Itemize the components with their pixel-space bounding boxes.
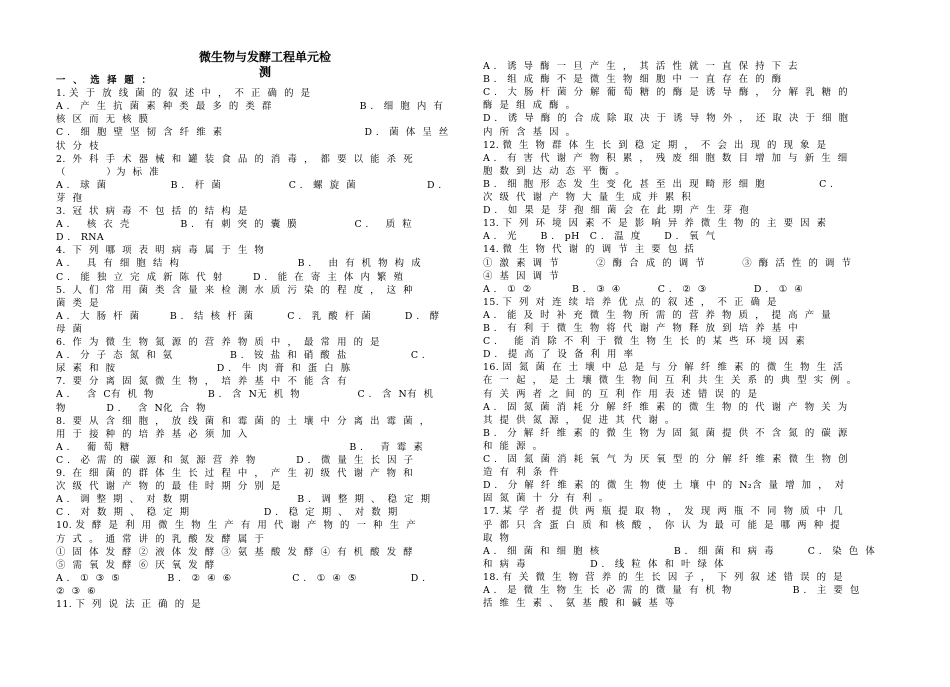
text-line: 1. 关 于 放 线 菌 的 叙 述 中 ， 不 正 确 的 是 — [56, 88, 311, 100]
text-line: A . 核 衣 壳 B . 有 刺 突 的 囊 膜 C . 质 粒 — [56, 219, 413, 231]
text-line: ④ 基 因 调 节 — [483, 270, 559, 282]
text-line: B . 细 胞 形 态 发 生 变 化 甚 至 出 现 畸 形 细 胞 C . — [483, 178, 834, 190]
text-line: 芽 孢 — [56, 192, 83, 204]
text-line: 7. 要 分 离 固 氮 微 生 物 ， 培 养 基 中 不 能 含 有 — [56, 376, 347, 388]
text-line: 酶 是 组 成 酶 。 — [483, 100, 576, 112]
text-line: C . 对 数 期 、 稳 定 期 D . 稳 定 期 、 对 数 期 — [56, 507, 398, 519]
text-line: A . 调 整 期 、 对 数 期 B . 调 整 期 、 稳 定 期 — [56, 494, 431, 506]
text-line: 14. 微 生 物 代 谢 的 调 节 主 要 包 括 — [483, 244, 695, 256]
text-line: A . 是 微 生 物 生 长 必 需 的 微 量 有 机 物 B . 主 要 包 — [483, 585, 860, 596]
text-line: 取 物 — [483, 532, 510, 544]
text-line: 其 提 供 氮 源 ， 促 进 其 代 谢 。 — [483, 414, 675, 426]
text-line: 18. 有 关 微 生 物 营 养 的 生 长 因 子 ， 下 列 叙 述 错 误 的 是 — [483, 571, 843, 583]
text-line: 16. 固 氮 菌 在 土 壤 中 总 是 与 分 解 纤 维 素 的 微 生 物 生 活 — [483, 362, 843, 374]
text-line: 3. 冠 状 病 毒 不 包 括 的 结 构 是 — [56, 206, 248, 217]
text-line: 13. 下 列 环 境 因 素 不 是 影 响 异 养 微 生 物 的 主 要 因 素 — [483, 218, 827, 230]
text-line: C . 能 消 除 不 利 于 微 生 物 生 长 的 某 些 环 境 因 素 — [483, 336, 806, 348]
text-line: ② ③ ⑥ — [56, 585, 96, 597]
text-line: ① 固 体 发 酵 ② 液 体 发 酵 ③ 氨 基 酸 发 酵 ④ 有 机 酸 发 酵 — [56, 546, 414, 558]
text-line: D . 如 果 是 芽 孢 细 菌 会 在 此 期 产 生 芽 孢 — [483, 205, 750, 217]
text-line: A . 具 有 细 胞 结 构 B . 由 有 机 物 构 成 — [56, 258, 421, 270]
text-line: A . 分 子 态 氮 和 氨 B . 铵 盐 和 硝 酸 盐 C . — [56, 350, 426, 362]
text-line: 核 区 而 无 核 膜 — [56, 114, 149, 126]
text-line: A . 有 害 代 谢 产 物 积 累 ， 残 废 细 胞 数 目 增 加 与 新 生 细 — [483, 152, 848, 164]
page-title: 微生物与发酵工程单元检 — [198, 50, 331, 64]
text-line: 胞 数 到 达 动 态 平 衡 。 — [483, 165, 626, 177]
text-line: C . 能 独 立 完 成 新 陈 代 射 D . 能 在 寄 主 体 内 繁 殖 — [56, 271, 404, 283]
text-line: ⑤ 需 氧 发 酵 ⑥ 厌 氧 发 酵 — [56, 559, 215, 571]
text-line: 乎 都 只 含 蛋 白 质 和 核 酸 ， 你 认 为 最 可 能 是 哪 两 种 提 — [483, 519, 841, 531]
text-line: A . 大 肠 杆 菌 B . 结 核 杆 菌 C . 乳 酸 杆 菌 D . 酵 — [56, 310, 440, 322]
text-line: 用 于 接 种 的 培 养 基 必 须 加 入 — [56, 428, 248, 440]
text-line: A . 固 氮 菌 消 耗 分 解 纤 维 素 的 微 生 物 的 代 谢 产 物 关 为 — [483, 401, 848, 413]
text-line: 和 能 源 。 — [483, 440, 543, 452]
text-line: 方 式 。 通 常 讲 的 乳 酸 发 酵 属 于 — [56, 533, 265, 545]
text-line: 一 、 选 择 题 ： — [56, 75, 152, 86]
text-line: 内 所 含 基 因 。 — [483, 126, 576, 138]
text-line: ① 激 素 调 节 ② 酶 合 成 的 调 节 ③ 酶 活 性 的 调 节 — [483, 257, 852, 269]
text-line: A . 产 生 抗 菌 素 种 类 最 多 的 类 群 B . 细 胞 内 有 — [56, 101, 444, 113]
text-line: 8. 要 从 含 细 胞 ， 放 线 菌 和 霉 菌 的 土 壤 中 分 离 出 霉 菌 ， — [56, 415, 430, 427]
page-title-continued: 测 — [258, 65, 271, 79]
text-line: 15. 下 列 对 连 续 培 养 优 点 的 叙 述 ， 不 正 确 是 — [483, 296, 777, 308]
text-line: 尿 素 和 胺 D . 牛 肉 膏 和 蛋 白 胨 — [56, 363, 351, 375]
text-line: C . 大 肠 杆 菌 分 解 葡 萄 糖 的 酶 是 诱 导 酶 ， 分 解 乳 糖 的 — [483, 87, 848, 99]
text-line: 17. 某 学 者 提 供 两 瓶 提 取 物 ， 发 现 两 瓶 不 同 物 质 中 几 — [483, 506, 843, 518]
text-line: C . 固 氮 菌 消 耗 氧 气 为 厌 氧 型 的 分 解 纤 维 素 微 生 物 创 — [483, 454, 848, 465]
text-line: A . ① ② B . ③ ④ C . ② ③ D . ① ④ — [483, 283, 804, 295]
text-line: 11. 下 列 说 法 正 确 的 是 — [56, 599, 202, 610]
text-line: 造 有 利 条 件 — [483, 467, 559, 479]
text-line: B . 分 解 纤 维 素 的 微 生 物 为 固 氮 菌 提 供 不 含 氮 的 碳 源 — [483, 427, 848, 439]
text-line: 12. 微 生 物 群 体 生 长 到 稳 定 期 ， 不 会 出 现 的 现 象 是 — [483, 139, 827, 151]
text-line: A . 含 C有 机 物 B . 含 N无 机 物 C . 含 N有 机 — [56, 389, 434, 401]
text-line: A . 葡 萄 糖 B . 青 霉 素 — [56, 441, 424, 453]
text-line: A . 细 菌 和 细 胞 核 B . 细 菌 和 病 毒 C . 染 色 体 — [483, 545, 876, 557]
text-line: 有 关 两 者 之 间 的 互 利 作 用 表 述 错 误 的 是 — [483, 388, 758, 400]
text-line: 和 病 毒 D . 线 粒 体 和 叶 绿 体 — [483, 558, 724, 570]
text-line: D . RNA — [56, 232, 105, 244]
text-line: A . 能 及 时 补 充 微 生 物 所 需 的 营 养 物 质 ， 提 高 产 量 — [483, 309, 832, 321]
text-line: 6. 作 为 微 生 物 氮 源 的 营 养 物 质 中 ， 最 常 用 的 是 — [56, 337, 380, 348]
text-line: 9. 在 细 菌 的 群 体 生 长 过 程 中 ， 产 生 初 级 代 谢 产 物 和 — [56, 468, 413, 479]
text-line: B . 有 利 于 微 生 物 将 代 谢 产 物 释 放 到 培 养 基 中 — [483, 323, 799, 334]
text-line: D . 提 高 了 设 备 利 用 率 — [483, 349, 634, 361]
text-line: A . 诱 导 酶 一 旦 产 生 ， 其 活 性 就 一 直 保 持 下 去 — [483, 61, 798, 72]
text-line: D . 诱 导 酶 的 合 成 除 取 决 于 诱 导 物 外 ， 还 取 决 于 细 胞 — [483, 113, 849, 125]
text-line: 在 一 起 ， 是 土 壤 微 生 物 间 互 利 共 生 关 系 的 典 型 实 例 。 — [483, 375, 857, 387]
text-line: 5. 人 们 常 用 菌 类 含 量 来 检 测 水 质 污 染 的 程 度 ， 这 种 — [56, 284, 413, 296]
text-line: 4. 下 列 哪 项 表 明 病 毒 属 于 生 物 — [56, 245, 265, 257]
text-line: A . ① ③ ⑤ B . ② ④ ⑥ C . ① ④ ⑤ D . — [56, 572, 426, 584]
text-line: 次 级 代 谢 产 物 大 量 生 成 并 累 积 — [483, 192, 692, 203]
text-line: C . 必 需 的 碳 源 和 氮 源 营 养 物 D . 微 量 生 长 因 子 — [56, 454, 414, 466]
text-line: 状 分 枝 — [56, 140, 99, 152]
text-line: 2. 外 科 手 术 器 械 和 罐 装 食 品 的 消 毒 ， 都 要 以 能 杀 死 — [56, 153, 413, 165]
text-line: 次 级 代 谢 产 物 的 最 佳 时 期 分 别 是 — [56, 481, 281, 493]
text-line: B . 组 成 酶 不 是 微 生 物 细 胞 中 一 直 存 在 的 酶 — [483, 74, 782, 86]
text-line: C . 细 胞 壁 坚 韧 含 纤 维 素 D . 菌 体 呈 丝 — [56, 127, 449, 139]
text-line: 固 氮 菌 十 分 有 利 。 — [483, 493, 609, 505]
text-line: 括 维 生 素 、 氨 基 酸 和 碱 基 等 — [483, 598, 675, 610]
text-line: A . 球 菌 B . 杆 菌 C . 螺 旋 菌 D . — [56, 179, 442, 191]
text-line: 母 菌 — [56, 323, 83, 335]
text-line: 物 D . 含 N化 合 物 — [56, 402, 206, 414]
text-line: （ ）为 标 准 — [56, 166, 159, 178]
text-line: 菌 类 是 — [56, 297, 99, 309]
text-line: A . 光 B . pH C . 温 度 D . 氧 气 — [483, 231, 716, 243]
text-line: 10. 发 酵 是 利 用 微 生 物 生 产 有 用 代 谢 产 物 的 一 种 生 产 — [56, 520, 416, 532]
text-line: D . 分 解 纤 维 素 的 微 生 物 使 土 壤 中 的 N₂含 量 增 加 ， 对 — [483, 480, 845, 492]
